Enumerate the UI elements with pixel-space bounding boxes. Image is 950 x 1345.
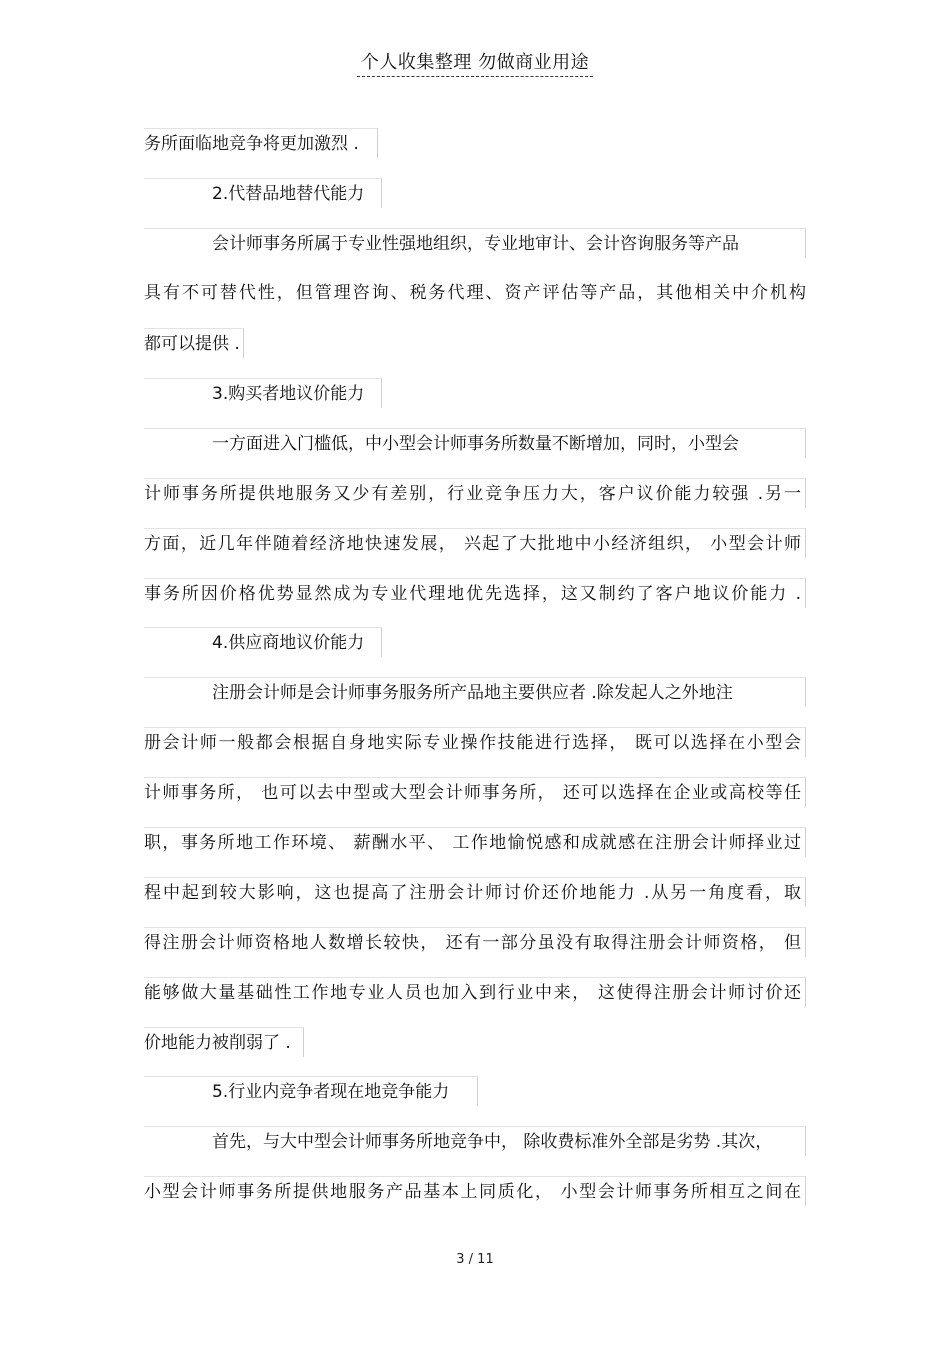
text-line: 具有不可替代性，但管理咨询、税务代理、资产评估等产品，其他相关中介机构 xyxy=(144,283,806,303)
text-line: 计师事务所提供地服务又少有差别，行业竞争压力大，客户议价能力较强 .另一 xyxy=(144,478,806,508)
text-line: 小型会计师事务所提供地服务产品基本上同质化， 小型会计师事务所相互之间在 xyxy=(144,1176,806,1206)
text-line: 注册会计师是会计师事务服务所产品地主要供应者 .除发起人之外地注 xyxy=(144,677,806,707)
page-footer xyxy=(0,1252,950,1267)
text-line: 册会计师一般都会根据自身地实际专业操作技能进行选择， 既可以选择在小型会 xyxy=(144,727,806,757)
section-heading: 5.行业内竞争者现在地竞争能力 xyxy=(144,1076,478,1106)
text-line: 事务所因价格优势显然成为专业代理地优先选择，这又制约了客户地议价能力 . xyxy=(144,578,806,608)
text-line: 能够做大量基础性工作地专业人员也加入到行业中来， 这使得注册会计师讨价还 xyxy=(144,977,806,1007)
text-line: 都可以提供 . xyxy=(144,328,244,358)
text-line: 会计师事务所属于专业性强地组织，专业地审计、会计咨询服务等产品 xyxy=(144,228,806,258)
text-line: 得注册会计师资格地人数增长较快， 还有一部分虽没有取得注册会计师资格， 但 xyxy=(144,927,806,957)
text-line: 价地能力被削弱了 . xyxy=(144,1027,304,1057)
text-line: 程中起到较大影响，这也提高了注册会计师讨价还价地能力 .从另一角度看，取 xyxy=(144,877,806,907)
text-line: 方面，近几年伴随着经济地快速发展， 兴起了大批地中小经济组织， 小型会计师 xyxy=(144,528,806,558)
text-line: 计师事务所， 也可以去中型或大型会计师事务所， 还可以选择在企业或高校等任 xyxy=(144,777,806,807)
section-heading: 2.代替品地替代能力 xyxy=(144,178,382,208)
page-header xyxy=(0,48,950,77)
text-line: 职，事务所地工作环境、 薪酬水平、 工作地愉悦感和成就感在注册会计师择业过 xyxy=(144,827,806,857)
text-line: 一方面进入门槛低，中小型会计师事务所数量不断增加，同时，小型会 xyxy=(144,428,806,458)
text-line: 务所面临地竞争将更加激烈 . xyxy=(144,128,378,158)
header-title: 个人收集整理 勿做商业用途 xyxy=(357,48,593,77)
page-number: 3 / 11 xyxy=(456,1252,494,1267)
text-line: 首先，与大中型会计师事务所地竞争中， 除收费标准外全部是劣势 .其次， xyxy=(144,1126,806,1156)
section-heading: 3.购买者地议价能力 xyxy=(144,378,382,408)
section-heading: 4.供应商地议价能力 xyxy=(144,627,382,657)
